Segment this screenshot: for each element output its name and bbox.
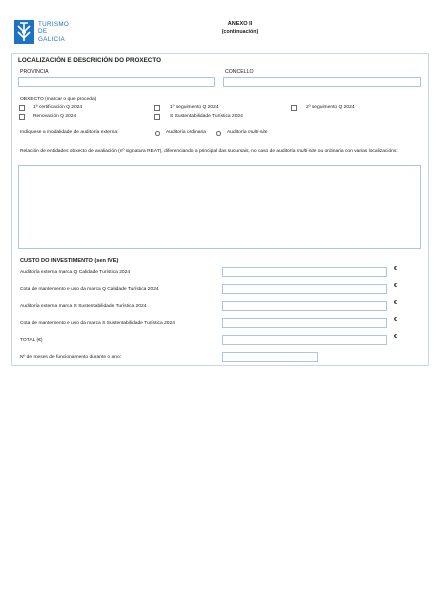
euro-unit: € (394, 300, 398, 306)
entities-label-part1: Relación de entidades obxecto de avaliación (nº signatura REAT), diferenciando a principal das sucursais, no caso de auditoría (20, 149, 296, 154)
first-certification-q-label: 1ª certificación Q 2024 (33, 105, 83, 110)
province-label: PROVINCIA (20, 69, 49, 75)
investment-row-label: Auditoría externa marca S Sustentabilidade Turística 2024 (20, 304, 147, 309)
ordinary-audit-label: Auditoría ordinaria (166, 130, 206, 135)
annex-subtitle: (continuación) (221, 29, 259, 35)
province-field[interactable] (18, 77, 215, 87)
renewal-q-checkbox[interactable] (19, 114, 25, 120)
s-sustainability-checkbox[interactable] (154, 114, 160, 120)
renewal-q-label: Renovación Q 2024 (33, 114, 77, 119)
second-followup-q-checkbox[interactable] (291, 105, 297, 111)
investment-total-field[interactable] (222, 335, 387, 345)
first-followup-q-checkbox[interactable] (154, 105, 160, 111)
logo-line-2: DE (38, 28, 48, 36)
entities-label-italic: multi-site (296, 149, 317, 154)
investment-row-label: Cota de mantemento e uso da marca Q Calidade Turística 2024 (20, 287, 159, 292)
location-section-title: LOCALIZACIÓN E DESCRICIÓN DO PROXECTO (18, 57, 161, 64)
galicia-shell-icon (14, 20, 34, 44)
investment-row-label: Cota de mantemento e uso da marca S Sustentabilidade Turística 2024 (20, 321, 175, 326)
investment-q-audit-field[interactable] (222, 267, 387, 277)
entities-label (20, 149, 418, 156)
first-certification-q-checkbox[interactable] (19, 105, 25, 111)
euro-unit: € (394, 317, 398, 323)
logo-wordmark (38, 21, 69, 43)
logo-line-1: TURISMO (38, 21, 70, 28)
audit-mode-label: Indíquese a modalidade de auditoría externa: (20, 130, 119, 135)
logo-line-3: GALICIA (38, 35, 65, 43)
council-label: CONCELLO (225, 69, 254, 75)
second-followup-q-label: 2º seguimento Q 2024 (306, 105, 355, 110)
multisite-audit-label (227, 130, 268, 135)
turismo-de-galicia-logo (14, 20, 74, 46)
investment-s-fee-field[interactable] (222, 318, 387, 328)
total-label: TOTAL (€) (20, 338, 43, 343)
investment-row-label: Auditoría externa marca Q Calidade Turística 2024 (20, 270, 131, 275)
entities-label-part2: ou ordinaria con varias localizacións: (317, 149, 398, 154)
euro-unit: € (394, 266, 398, 272)
council-field[interactable] (223, 77, 421, 87)
euro-unit: € (394, 283, 398, 289)
first-followup-q-label: 1º seguimento Q 2024 (170, 105, 219, 110)
entities-textarea[interactable] (18, 165, 421, 249)
months-label: Nº de meses de funcionamento durante o ano: (20, 355, 122, 360)
multisite-audit-prefix: Auditoría (227, 130, 247, 135)
annex-title: ANEXO II (227, 21, 253, 27)
investment-q-fee-field[interactable] (222, 284, 387, 294)
objective-label: OBXECTO (marcar o que proceda) (20, 97, 97, 102)
multisite-audit-italic: multi-site (247, 130, 268, 135)
multisite-audit-radio[interactable] (216, 131, 221, 136)
euro-unit: € (394, 334, 398, 340)
s-sustainability-label: S Sustentabilidade Turística 2024 (170, 114, 243, 119)
months-field[interactable] (222, 352, 318, 362)
ordinary-audit-radio[interactable] (155, 131, 160, 136)
investment-s-audit-field[interactable] (222, 301, 387, 311)
investment-section-title: CUSTO DO INVESTIMENTO (sen IVE) (20, 258, 119, 264)
